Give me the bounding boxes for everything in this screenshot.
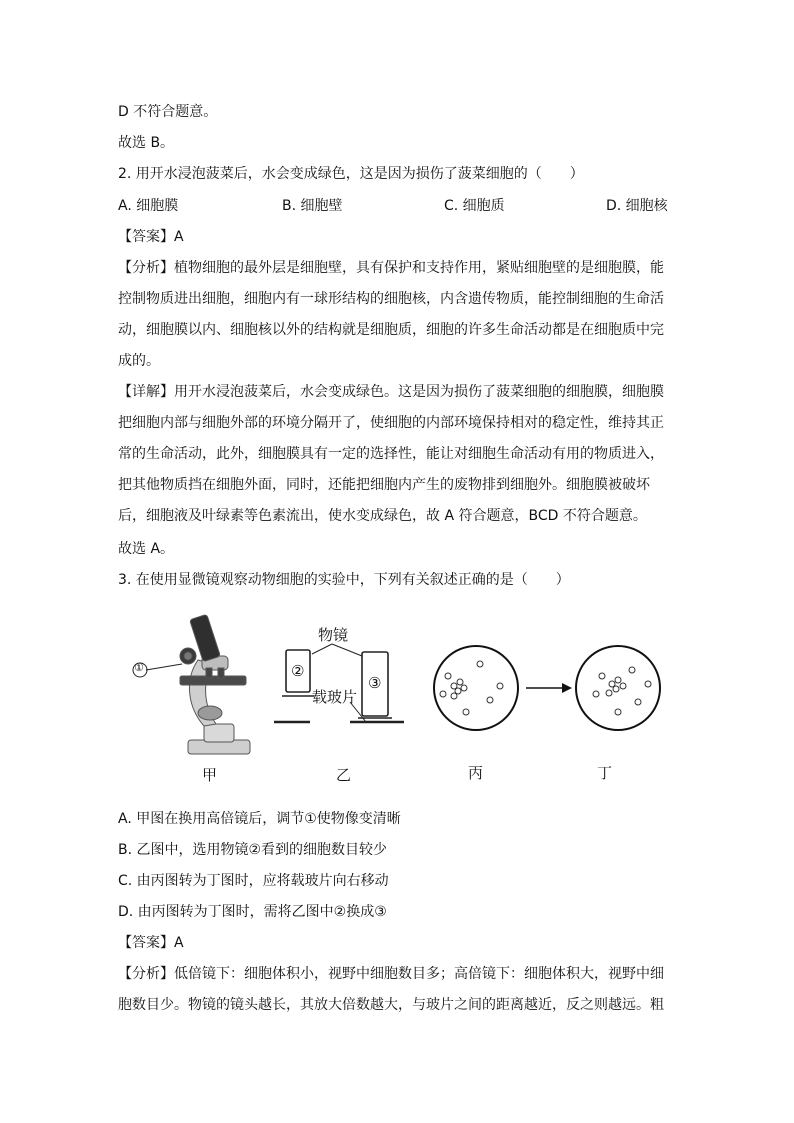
q3-answer: 【答案】A [118, 935, 184, 951]
detail-line: 后，细胞液及叶绿素等色素流出，使水变成绿色，故 A 符合题意，BCD 不符合题意。 [118, 508, 647, 524]
detail-line: 【详解】用开水浸泡菠菜后，水会变成绿色。这是因为损伤了菠菜细胞的细胞膜，细胞膜 [118, 384, 664, 400]
q2-analysis [118, 253, 666, 377]
detail-line: 把细胞内部与细胞外部的环境分隔开了，使细胞的内部环境保持相对的稳定性，维持其正 [118, 415, 664, 431]
detail-line: 把其他物质挡在细胞外面，同时，还能把细胞内产生的废物排到细胞外。细胞膜被破坏 [118, 477, 650, 493]
analysis-line: 胞数目少。物镜的镜头越长，其放大倍数越大，与玻片之间的距离越近，反之则越远。粗 [118, 997, 664, 1013]
detail-line: 常的生命活动，此外，细胞膜具有一定的选择性，能让对细胞生命活动有用的物质进入， [118, 446, 664, 462]
field-of-view-ding [576, 646, 660, 730]
q2-choose: 故选 A。 [118, 541, 175, 557]
q2-option-d: D. 细胞核 [606, 198, 668, 214]
q3-figure [118, 598, 678, 798]
analysis-line: 【分析】低倍镜下：细胞体积小，视野中细胞数目多；高倍镜下：细胞体积大，视野中细 [118, 966, 664, 982]
q2-stem: 2. 用开水浸泡菠菜后，水会变成绿色，这是因为损伤了菠菜细胞的（ ） [118, 166, 584, 182]
q2-answer: 【答案】A [118, 229, 184, 245]
field-of-view-bing [434, 646, 518, 730]
analysis-line: 动，细胞膜以内、细胞核以外的结构就是细胞质，细胞的许多生命活动都是在细胞质中完 [118, 322, 664, 338]
figure-label-bing: 丙 [468, 764, 484, 782]
analysis-line: 控制物质进出细胞，细胞内有一球形结构的细胞核，内含遗传物质，能控制细胞的生命活 [118, 291, 664, 307]
q2-option-a: A. 细胞膜 [118, 198, 179, 214]
q2-detail [118, 377, 666, 532]
analysis-line: 【分析】植物细胞的最外层是细胞壁，具有保护和支持作用，紧贴细胞壁的是细胞膜，能 [118, 260, 664, 276]
arrow-head [562, 683, 572, 693]
lens-long-number: ③ [368, 674, 382, 692]
figure-label-jia: 甲 [202, 766, 218, 784]
prev-choose: 故选 B。 [118, 135, 175, 151]
q2-option-b: B. 细胞壁 [282, 198, 343, 214]
q3-option-c: C. 由丙图转为丁图时，应将载玻片向右移动 [118, 873, 389, 889]
prev-tail: D 不符合题意。 [118, 104, 218, 120]
q3-stem: 3. 在使用显微镜观察动物细胞的实验中，下列有关叙述正确的是（ ） [118, 572, 570, 588]
analysis-line: 成的。 [118, 353, 160, 369]
lens-short-number: ② [291, 662, 305, 680]
microscope-drawing [180, 614, 250, 754]
q3-option-d: D. 由丙图转为丁图时，需将乙图中②换成③ [118, 904, 387, 920]
callout-number: ① [134, 661, 144, 674]
callout-line [146, 664, 182, 670]
q3-option-a: A. 甲图在换用高倍镜后，调节①使物像变清晰 [118, 811, 401, 827]
objectives-drawing [274, 644, 404, 722]
q3-analysis [118, 959, 666, 1021]
slide-label: 载玻片 [312, 688, 358, 706]
objective-label: 物镜 [318, 626, 349, 644]
q3-option-b: B. 乙图中，选用物镜②看到的细胞数目较少 [118, 842, 388, 858]
figure-label-ding: 丁 [597, 764, 613, 782]
figure-label-yi: 乙 [336, 766, 352, 784]
q2-option-c: C. 细胞质 [444, 198, 505, 214]
